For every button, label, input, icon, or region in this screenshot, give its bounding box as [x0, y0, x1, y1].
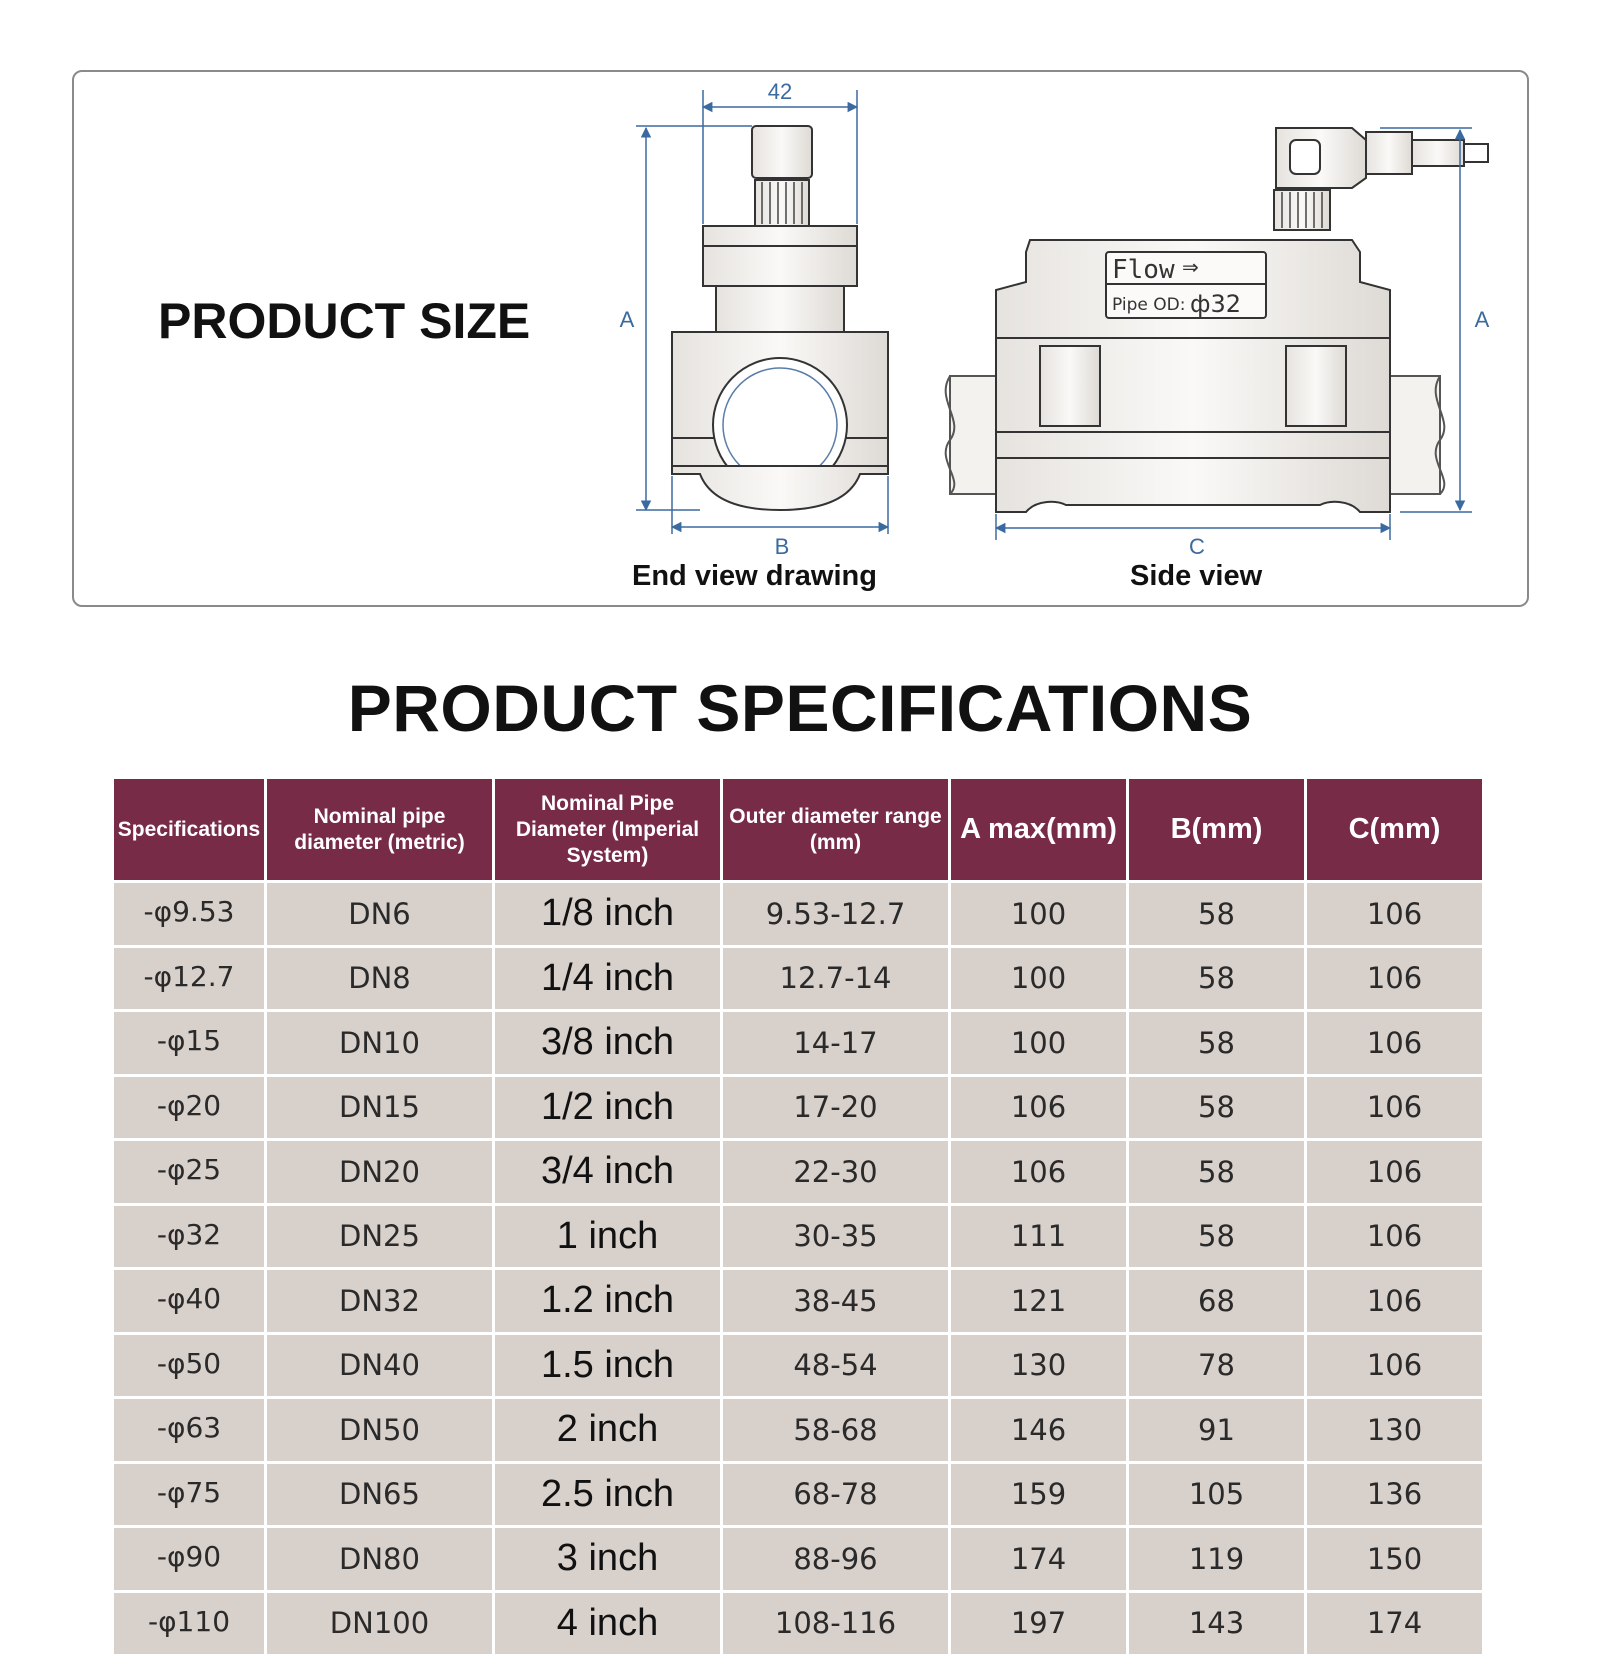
cell-a-max: 121 [951, 1270, 1126, 1332]
product-size-drawings [0, 0, 1600, 640]
cell-specification: -φ32 [114, 1206, 264, 1268]
cell-a-max: 197 [951, 1593, 1126, 1655]
cell-c: 106 [1307, 1206, 1482, 1268]
header-a-max: A max(mm) [951, 779, 1126, 880]
cell-outer-diameter: 58-68 [723, 1399, 948, 1461]
cell-specification: -φ50 [114, 1335, 264, 1397]
end-view-caption: End view drawing [632, 560, 877, 592]
product-size-title: PRODUCT SIZE [158, 293, 531, 349]
side-view-drawing [946, 128, 1488, 512]
table-row [114, 1012, 1482, 1074]
cell-specification: -φ12.7 [114, 948, 264, 1010]
cell-c: 174 [1307, 1593, 1482, 1655]
cell-nominal-imperial: 1/4 inch [495, 948, 720, 1010]
cell-nominal-metric: DN50 [267, 1399, 492, 1461]
cell-outer-diameter: 30-35 [723, 1206, 948, 1268]
cell-b: 58 [1129, 1012, 1304, 1074]
end-view-bottom-label: B [774, 534, 790, 559]
cell-nominal-imperial: 2.5 inch [495, 1464, 720, 1526]
cell-outer-diameter: 38-45 [723, 1270, 948, 1332]
cell-b: 78 [1129, 1335, 1304, 1397]
cell-nominal-imperial: 3/8 inch [495, 1012, 720, 1074]
end-view-height-label: A [619, 307, 635, 332]
table-row [114, 1335, 1482, 1397]
cell-a-max: 130 [951, 1335, 1126, 1397]
cell-nominal-metric: DN40 [267, 1335, 492, 1397]
cell-b: 58 [1129, 1206, 1304, 1268]
cell-a-max: 106 [951, 1141, 1126, 1203]
cell-outer-diameter: 14-17 [723, 1012, 948, 1074]
specifications-table-body [114, 883, 1482, 1654]
side-view-height-label: A [1474, 307, 1490, 332]
side-view-bottom-label: C [1189, 534, 1205, 559]
cell-a-max: 106 [951, 1077, 1126, 1139]
cell-outer-diameter: 88-96 [723, 1528, 948, 1590]
side-view-caption: Side view [1130, 560, 1263, 592]
cell-b: 58 [1129, 883, 1304, 945]
cell-specification: -φ20 [114, 1077, 264, 1139]
end-view-drawing [672, 126, 888, 510]
cell-c: 106 [1307, 1335, 1482, 1397]
cell-nominal-imperial: 2 inch [495, 1399, 720, 1461]
cell-specification: -φ90 [114, 1528, 264, 1590]
cell-nominal-metric: DN25 [267, 1206, 492, 1268]
table-row [114, 883, 1482, 945]
cell-specification: -φ9.53 [114, 883, 264, 945]
cell-b: 143 [1129, 1593, 1304, 1655]
cell-c: 136 [1307, 1464, 1482, 1526]
cell-c: 106 [1307, 948, 1482, 1010]
cell-nominal-metric: DN32 [267, 1270, 492, 1332]
table-row [114, 1528, 1482, 1590]
header-c: C(mm) [1307, 779, 1482, 880]
table-row [114, 1593, 1482, 1655]
cell-b: 119 [1129, 1528, 1304, 1590]
table-row [114, 1141, 1482, 1203]
cell-outer-diameter: 48-54 [723, 1335, 948, 1397]
table-row [114, 1206, 1482, 1268]
cell-b: 58 [1129, 1141, 1304, 1203]
cell-nominal-imperial: 1/8 inch [495, 883, 720, 945]
cell-c: 106 [1307, 883, 1482, 945]
cell-a-max: 100 [951, 883, 1126, 945]
cell-specification: -φ63 [114, 1399, 264, 1461]
cell-nominal-metric: DN80 [267, 1528, 492, 1590]
header-nominal-metric: Nominal pipe diameter (metric) [267, 779, 492, 880]
cell-specification: -φ15 [114, 1012, 264, 1074]
side-view-flow-label: Flow [1112, 255, 1175, 285]
cell-outer-diameter: 17-20 [723, 1077, 948, 1139]
cell-b: 91 [1129, 1399, 1304, 1461]
cell-a-max: 159 [951, 1464, 1126, 1526]
header-nominal-imperial: Nominal Pipe Diameter (Imperial System) [495, 779, 720, 880]
cell-a-max: 146 [951, 1399, 1126, 1461]
header-specifications: Specifications [114, 779, 264, 880]
cell-outer-diameter: 12.7-14 [723, 948, 948, 1010]
table-row [114, 948, 1482, 1010]
cell-b: 68 [1129, 1270, 1304, 1332]
header-b: B(mm) [1129, 779, 1304, 880]
cell-specification: -φ40 [114, 1270, 264, 1332]
cell-c: 106 [1307, 1012, 1482, 1074]
cell-nominal-metric: DN15 [267, 1077, 492, 1139]
cell-nominal-imperial: 1.5 inch [495, 1335, 720, 1397]
cell-a-max: 174 [951, 1528, 1126, 1590]
table-row [114, 1077, 1482, 1139]
cell-a-max: 100 [951, 1012, 1126, 1074]
cell-nominal-imperial: 3/4 inch [495, 1141, 720, 1203]
cell-specification: -φ75 [114, 1464, 264, 1526]
cell-a-max: 100 [951, 948, 1126, 1010]
cell-c: 150 [1307, 1528, 1482, 1590]
specifications-table [111, 776, 1485, 1657]
cell-nominal-metric: DN65 [267, 1464, 492, 1526]
cell-c: 106 [1307, 1270, 1482, 1332]
cell-b: 58 [1129, 1077, 1304, 1139]
table-header-row [114, 779, 1482, 880]
cell-c: 106 [1307, 1141, 1482, 1203]
header-outer-diameter: Outer diameter range (mm) [723, 779, 948, 880]
table-row [114, 1399, 1482, 1461]
cell-specification: -φ110 [114, 1593, 264, 1655]
cell-nominal-imperial: 3 inch [495, 1528, 720, 1590]
cell-nominal-imperial: 1 inch [495, 1206, 720, 1268]
cell-b: 58 [1129, 948, 1304, 1010]
cell-nominal-metric: DN100 [267, 1593, 492, 1655]
cell-nominal-imperial: 4 inch [495, 1593, 720, 1655]
cell-nominal-metric: DN20 [267, 1141, 492, 1203]
cell-c: 130 [1307, 1399, 1482, 1461]
cell-outer-diameter: 108-116 [723, 1593, 948, 1655]
table-row [114, 1270, 1482, 1332]
side-view-pipe-od-value: ф32 [1190, 290, 1242, 318]
cell-outer-diameter: 68-78 [723, 1464, 948, 1526]
cell-nominal-metric: DN6 [267, 883, 492, 945]
cell-nominal-imperial: 1/2 inch [495, 1077, 720, 1139]
cell-b: 105 [1129, 1464, 1304, 1526]
cell-nominal-metric: DN8 [267, 948, 492, 1010]
cell-outer-diameter: 22-30 [723, 1141, 948, 1203]
side-view-pipe-od-label: Pipe OD: [1112, 295, 1186, 315]
cell-a-max: 111 [951, 1206, 1126, 1268]
cell-specification: -φ25 [114, 1141, 264, 1203]
end-view-width-label: 42 [767, 79, 793, 104]
cell-nominal-imperial: 1.2 inch [495, 1270, 720, 1332]
cell-c: 106 [1307, 1077, 1482, 1139]
cell-nominal-metric: DN10 [267, 1012, 492, 1074]
cell-outer-diameter: 9.53-12.7 [723, 883, 948, 945]
product-specifications-title: PRODUCT SPECIFICATIONS [347, 671, 1253, 745]
flow-arrow-icon: ⇒ [1182, 255, 1199, 279]
table-row [114, 1464, 1482, 1526]
